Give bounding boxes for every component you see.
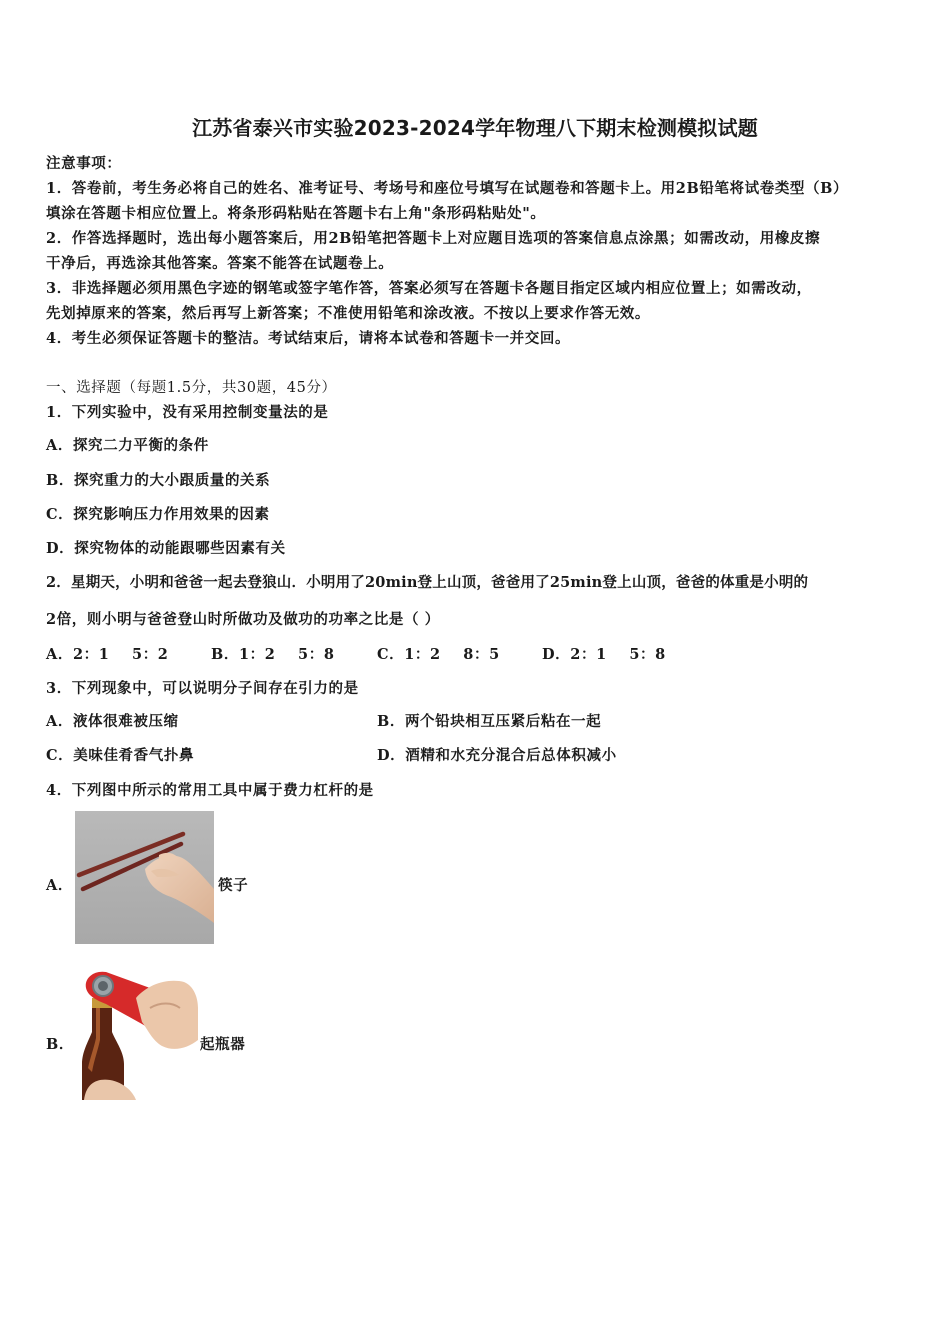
chopsticks-photo-icon <box>75 811 214 944</box>
notice-heading: 注意事项： <box>46 155 122 172</box>
section-heading: 一、选择题（每题1.5分，共30题，45分） <box>46 380 337 396</box>
question-3-option-d: D．酒精和水充分混合后总体积减小 <box>377 747 617 764</box>
question-4-option-a-label: 筷子 <box>218 877 249 894</box>
bottle-opener-photo-icon <box>76 968 198 1100</box>
notice-line: 3．非选择题必须用黑色字迹的钢笔或签字笔作答，答案必须写在答题卡各题目指定区域内相应位置上；如需改动， <box>46 280 812 297</box>
question-2-option-d: D．2：1 5：8 <box>542 646 666 663</box>
question-4-option-a-letter: A． <box>46 877 73 894</box>
question-2-option-c: C．1：2 8：5 <box>377 646 500 663</box>
notice-line: 先划掉原来的答案，然后再写上新答案；不准使用铅笔和涂改液。不按以上要求作答无效。 <box>46 305 650 322</box>
question-4-option-b-label: 起瓶器 <box>200 1036 246 1053</box>
question-2-option-a: A．2：1 5：2 <box>46 646 169 663</box>
question-3-option-b: B．两个铅块相互压紧后粘在一起 <box>377 713 602 730</box>
question-2-stem: 2．星期天，小明和爸爸一起去登狼山．小明用了20min登上山顶，爸爸用了25min登上山顶，爸爸的体重是小明的 <box>46 574 809 591</box>
question-2-stem-continued: 2倍，则小明与爸爸登山时所做功及做功的功率之比是（ ） <box>46 611 440 628</box>
question-1-option-a: A．探究二力平衡的条件 <box>46 437 209 454</box>
question-1-option-b: B．探究重力的大小跟质量的关系 <box>46 472 271 489</box>
question-3-option-c: C．美味佳肴香气扑鼻 <box>46 747 195 764</box>
notice-line: 1．答卷前，考生务必将自己的姓名、准考证号、考场号和座位号填写在试题卷和答题卡上。用2B铅笔将试卷类型（B） <box>46 180 849 197</box>
question-1-option-c: C．探究影响压力作用效果的因素 <box>46 506 270 523</box>
question-1-stem: 1．下列实验中，没有采用控制变量法的是 <box>46 404 329 421</box>
notice-line: 填涂在答题卡相应位置上。将条形码粘贴在答题卡右上角"条形码粘贴处"。 <box>46 205 546 222</box>
question-4-option-b-letter: B． <box>46 1036 74 1053</box>
notice-line: 干净后，再选涂其他答案。答案不能答在试题卷上。 <box>46 255 394 272</box>
question-2-option-b: B．1：2 5：8 <box>211 646 335 663</box>
question-3-stem: 3．下列现象中，可以说明分子间存在引力的是 <box>46 680 359 697</box>
question-3-option-a: A．液体很难被压缩 <box>46 713 179 730</box>
notice-line: 2．作答选择题时，选出每小题答案后，用2B铅笔把答题卡上对应题目选项的答案信息点涂黑；如需改动，用橡皮擦 <box>46 230 821 247</box>
question-1-option-d: D．探究物体的动能跟哪些因素有关 <box>46 540 286 557</box>
question-4-stem: 4．下列图中所示的常用工具中属于费力杠杆的是 <box>46 782 374 799</box>
notice-line: 4．考生必须保证答题卡的整洁。考试结束后，请将本试卷和答题卡一并交回。 <box>46 330 571 347</box>
page-title: 江苏省泰兴市实验2023-2024学年物理八下期末检测模拟试题 <box>192 116 758 140</box>
